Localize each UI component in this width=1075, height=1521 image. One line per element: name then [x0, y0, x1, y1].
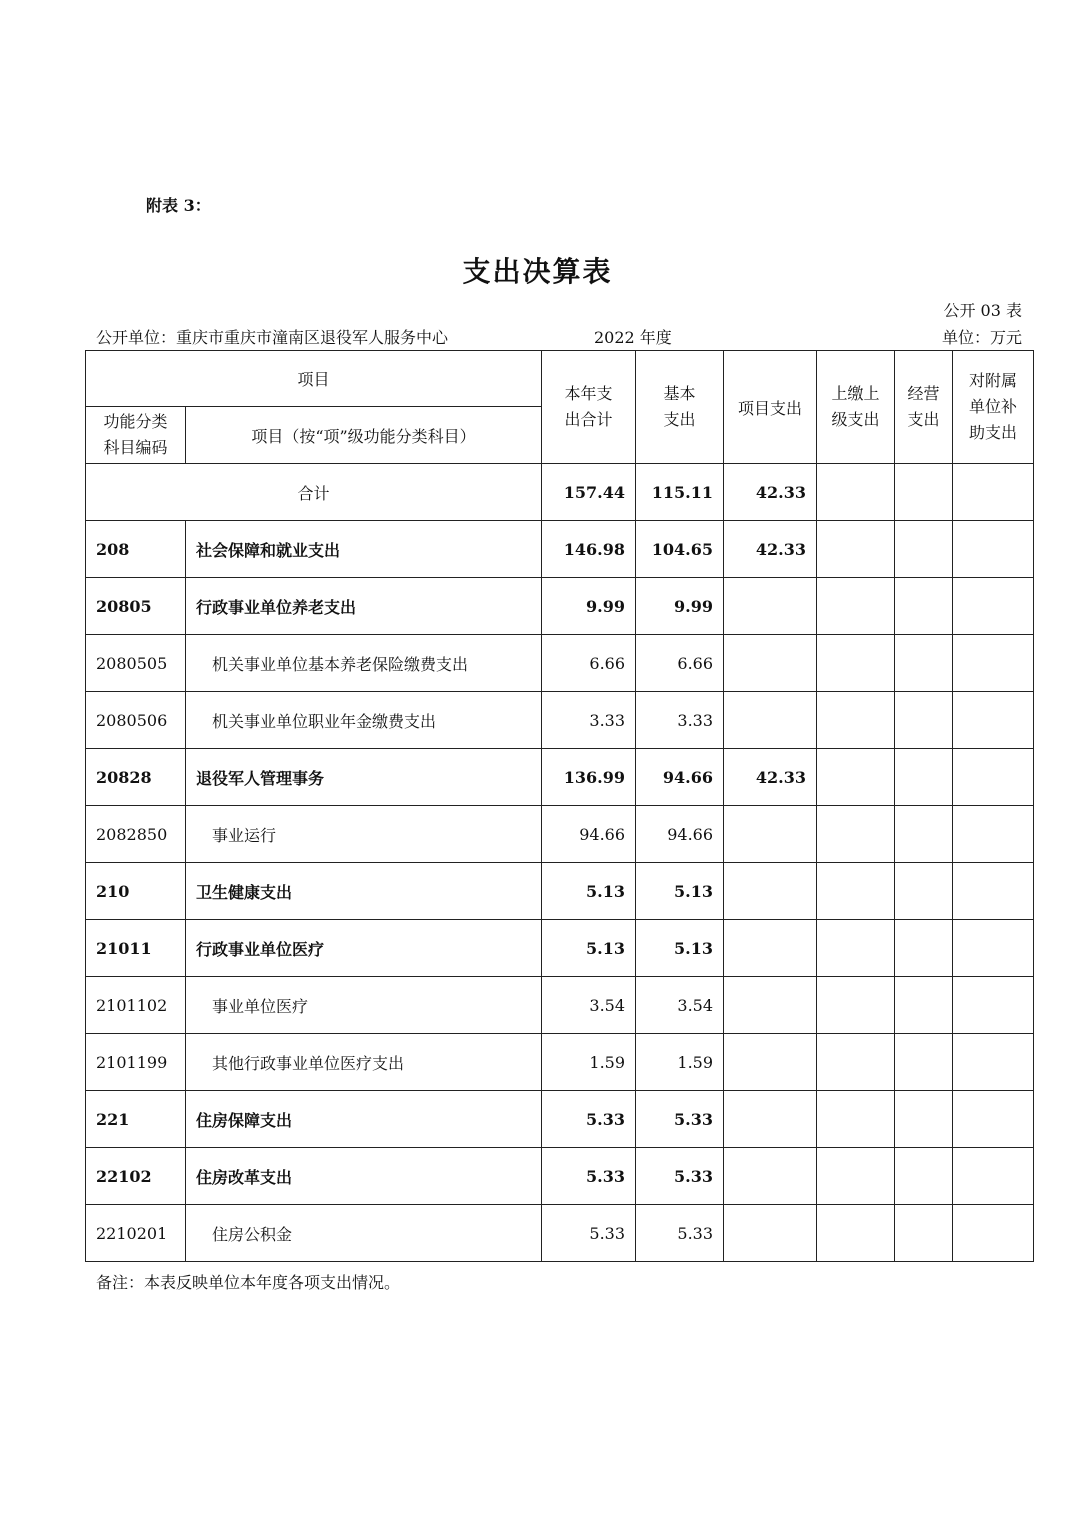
row-code: 2101199 — [86, 1034, 186, 1091]
table-row — [86, 521, 1034, 578]
row-business — [895, 749, 953, 806]
row-code: 20828 — [86, 749, 186, 806]
row-project — [724, 920, 817, 977]
header-basic: 基本支出 — [636, 351, 724, 464]
header-upper-payment: 上缴上级支出 — [817, 351, 895, 464]
header-code: 功能分类科目编码 — [86, 407, 186, 464]
row-code: 2082850 — [86, 806, 186, 863]
page-title: 支出决算表 — [462, 255, 613, 288]
row-subsidiary — [953, 521, 1034, 578]
row-basic: 3.54 — [636, 977, 724, 1034]
row-business — [895, 806, 953, 863]
row-code: 210 — [86, 863, 186, 920]
row-total: 1.59 — [542, 1034, 636, 1091]
row-subsidiary — [953, 578, 1034, 635]
row-project: 42.33 — [724, 749, 817, 806]
row-basic: 5.13 — [636, 920, 724, 977]
table-row — [86, 692, 1034, 749]
row-business — [895, 920, 953, 977]
row-total: 136.99 — [542, 749, 636, 806]
table-row — [86, 977, 1034, 1034]
row-upper — [817, 521, 895, 578]
row-upper — [817, 635, 895, 692]
row-upper — [817, 920, 895, 977]
row-business — [895, 863, 953, 920]
row-upper — [817, 1034, 895, 1091]
header-item-name: 项目（按“项”级功能分类科目） — [186, 407, 542, 464]
row-business — [895, 1205, 953, 1262]
row-business — [895, 692, 953, 749]
row-code: 2080505 — [86, 635, 186, 692]
row-business — [895, 1148, 953, 1205]
row-project — [724, 692, 817, 749]
reporting-unit: 公开单位：重庆市重庆市潼南区退役军人服务中心 — [96, 328, 449, 347]
row-upper — [817, 1091, 895, 1148]
row-subsidiary — [953, 806, 1034, 863]
header-subsidiary: 对附属单位补助支出 — [953, 351, 1034, 464]
row-basic: 94.66 — [636, 749, 724, 806]
header-project-expenditure: 项目支出 — [724, 351, 817, 464]
total-basic: 115.11 — [636, 464, 724, 521]
row-upper — [817, 806, 895, 863]
total-label: 合计 — [86, 464, 542, 521]
row-subsidiary — [953, 920, 1034, 977]
row-project — [724, 635, 817, 692]
row-code: 2101102 — [86, 977, 186, 1034]
row-code: 221 — [86, 1091, 186, 1148]
table-row — [86, 749, 1034, 806]
header-total: 本年支出合计 — [542, 351, 636, 464]
row-basic: 5.33 — [636, 1091, 724, 1148]
row-item-name: 退役军人管理事务 — [186, 749, 542, 806]
row-basic: 3.33 — [636, 692, 724, 749]
row-subsidiary — [953, 1091, 1034, 1148]
row-total: 6.66 — [542, 635, 636, 692]
row-project — [724, 806, 817, 863]
row-total: 5.13 — [542, 863, 636, 920]
row-basic: 5.33 — [636, 1205, 724, 1262]
row-upper — [817, 977, 895, 1034]
row-total: 5.33 — [542, 1091, 636, 1148]
total-sum: 157.44 — [542, 464, 636, 521]
total-project: 42.33 — [724, 464, 817, 521]
row-basic: 5.13 — [636, 863, 724, 920]
header-project: 项目 — [86, 351, 542, 407]
row-total: 146.98 — [542, 521, 636, 578]
table-row — [86, 863, 1034, 920]
row-subsidiary — [953, 977, 1034, 1034]
table-row — [86, 635, 1034, 692]
row-upper — [817, 1148, 895, 1205]
total-business — [895, 464, 953, 521]
row-item-name: 机关事业单位基本养老保险缴费支出 — [186, 635, 542, 692]
table-row — [86, 578, 1034, 635]
row-item-name: 住房改革支出 — [186, 1148, 542, 1205]
currency-unit: 单位：万元 — [941, 328, 1022, 347]
row-project — [724, 1034, 817, 1091]
row-item-name: 机关事业单位职业年金缴费支出 — [186, 692, 542, 749]
row-total: 5.13 — [542, 920, 636, 977]
row-code: 20805 — [86, 578, 186, 635]
header-business: 经营支出 — [895, 351, 953, 464]
row-project — [724, 1091, 817, 1148]
form-number: 公开 03 表 — [943, 301, 1022, 320]
row-code: 22102 — [86, 1148, 186, 1205]
row-total: 5.33 — [542, 1205, 636, 1262]
table-row — [86, 1205, 1034, 1262]
row-item-name: 行政事业单位医疗 — [186, 920, 542, 977]
row-project — [724, 863, 817, 920]
row-project — [724, 1205, 817, 1262]
table-row — [86, 920, 1034, 977]
row-item-name: 住房公积金 — [186, 1205, 542, 1262]
row-item-name: 卫生健康支出 — [186, 863, 542, 920]
row-basic: 5.33 — [636, 1148, 724, 1205]
total-upper — [817, 464, 895, 521]
row-upper — [817, 578, 895, 635]
row-project — [724, 1148, 817, 1205]
row-code: 2210201 — [86, 1205, 186, 1262]
row-item-name: 事业单位医疗 — [186, 977, 542, 1034]
row-business — [895, 1091, 953, 1148]
row-business — [895, 977, 953, 1034]
row-item-name: 事业运行 — [186, 806, 542, 863]
row-basic: 6.66 — [636, 635, 724, 692]
row-business — [895, 635, 953, 692]
row-code: 2080506 — [86, 692, 186, 749]
row-upper — [817, 749, 895, 806]
row-subsidiary — [953, 692, 1034, 749]
row-subsidiary — [953, 863, 1034, 920]
table-row — [86, 1091, 1034, 1148]
row-total: 94.66 — [542, 806, 636, 863]
row-project: 42.33 — [724, 521, 817, 578]
annex-label: 附表 3： — [146, 196, 211, 215]
row-subsidiary — [953, 749, 1034, 806]
row-item-name: 行政事业单位养老支出 — [186, 578, 542, 635]
row-total: 3.54 — [542, 977, 636, 1034]
row-subsidiary — [953, 1148, 1034, 1205]
row-business — [895, 578, 953, 635]
row-upper — [817, 1205, 895, 1262]
expenditure-table — [85, 350, 1034, 1262]
footnote: 备注：本表反映单位本年度各项支出情况。 — [96, 1273, 401, 1292]
row-business — [895, 1034, 953, 1091]
total-subsidiary — [953, 464, 1034, 521]
row-subsidiary — [953, 635, 1034, 692]
row-project — [724, 578, 817, 635]
row-basic: 94.66 — [636, 806, 724, 863]
table-row — [86, 1148, 1034, 1205]
row-total: 5.33 — [542, 1148, 636, 1205]
row-code: 21011 — [86, 920, 186, 977]
table-row — [86, 1034, 1034, 1091]
row-basic: 1.59 — [636, 1034, 724, 1091]
table-row — [86, 806, 1034, 863]
row-business — [895, 521, 953, 578]
row-code: 208 — [86, 521, 186, 578]
row-total: 3.33 — [542, 692, 636, 749]
row-total: 9.99 — [542, 578, 636, 635]
fiscal-year: 2022 年度 — [594, 328, 672, 347]
row-item-name: 其他行政事业单位医疗支出 — [186, 1034, 542, 1091]
row-upper — [817, 863, 895, 920]
row-item-name: 社会保障和就业支出 — [186, 521, 542, 578]
row-item-name: 住房保障支出 — [186, 1091, 542, 1148]
row-subsidiary — [953, 1034, 1034, 1091]
row-basic: 9.99 — [636, 578, 724, 635]
row-subsidiary — [953, 1205, 1034, 1262]
row-upper — [817, 692, 895, 749]
row-project — [724, 977, 817, 1034]
row-basic: 104.65 — [636, 521, 724, 578]
